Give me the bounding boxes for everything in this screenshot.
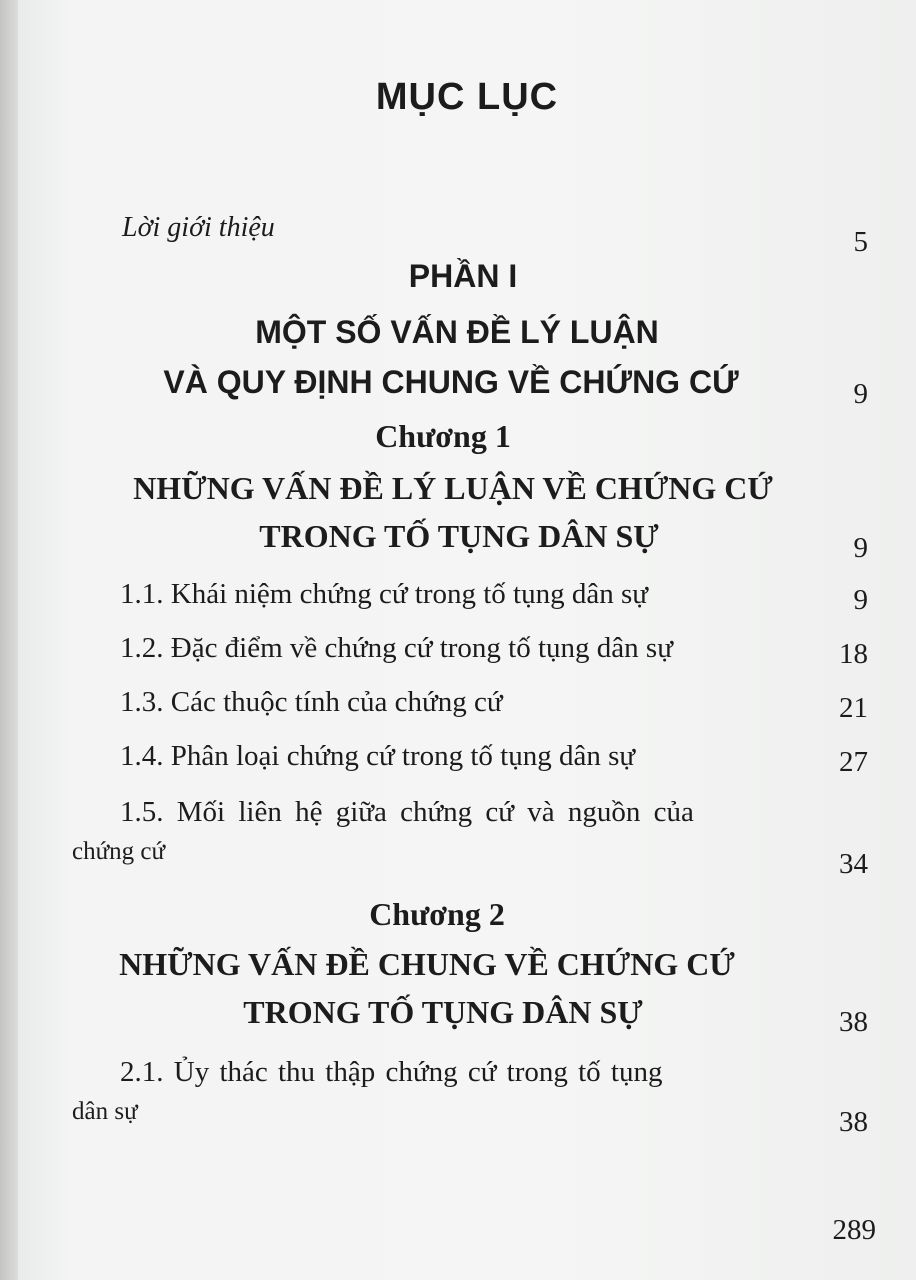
toc-entry-2-1-page: 38 [839, 1106, 868, 1138]
intro-label: Lời giới thiệu [122, 212, 275, 243]
chapter2-title-line1: NHỮNG VẤN ĐỀ CHUNG VỀ CHỨNG CỨ [119, 946, 735, 982]
toc-entry-1-5: 1.5. Mối liên hệ giữa chứng cứ và nguồn của [120, 796, 694, 828]
toc-entry-1-1: 1.1. Khái niệm chứng cứ trong tố tụng dân sự [120, 578, 648, 610]
chapter2-title-line2: TRONG TỐ TỤNG DÂN SỰ [243, 994, 643, 1030]
part1-title-line1: MỘT SỐ VẤN ĐỀ LÝ LUẬN [255, 314, 659, 350]
toc-entry-1-3-page: 21 [839, 692, 868, 724]
toc-entry-1-4: 1.4. Phân loại chứng cứ trong tố tụng dân sự [120, 740, 636, 772]
chapter1-heading: Chương 1 [375, 418, 511, 454]
chapter1-title-line1: NHỮNG VẤN ĐỀ LÝ LUẬN VỀ CHỨNG CỨ [133, 470, 773, 506]
toc-entry-1-3: 1.3. Các thuộc tính của chứng cứ [120, 686, 503, 718]
part1-heading: PHẦN I [408, 258, 518, 294]
chapter1-title-line2: TRONG TỐ TỤNG DÂN SỰ [259, 518, 659, 554]
part1-title-line2: VÀ QUY ĐỊNH CHUNG VỀ CHỨNG CỨ [163, 364, 739, 400]
toc-entry-1-1-page: 9 [853, 584, 868, 616]
toc-entry-2-1-cont: dân sự [72, 1098, 138, 1125]
chapter2-heading: Chương 2 [369, 896, 505, 932]
toc-title: MỤC LỤC [375, 76, 559, 118]
toc-entry-2-1: 2.1. Ủy thác thu thập chứng cứ trong tố tụng [120, 1056, 663, 1088]
toc-entry-1-2-page: 18 [839, 638, 868, 670]
chapter2-page: 38 [839, 1006, 868, 1038]
toc-entry-1-5-page: 34 [839, 848, 868, 880]
toc-entry-1-4-page: 27 [839, 746, 868, 778]
chapter1-page: 9 [853, 532, 868, 564]
intro-page: 5 [853, 226, 868, 258]
toc-entry-1-2: 1.2. Đặc điểm về chứng cứ trong tố tụng dân sự [120, 632, 673, 664]
book-page-edge [0, 0, 18, 1280]
part1-page: 9 [853, 378, 868, 410]
book-page [18, 0, 916, 1280]
page-number: 289 [832, 1214, 876, 1246]
toc-entry-1-5-cont: chứng cứ [72, 838, 166, 865]
